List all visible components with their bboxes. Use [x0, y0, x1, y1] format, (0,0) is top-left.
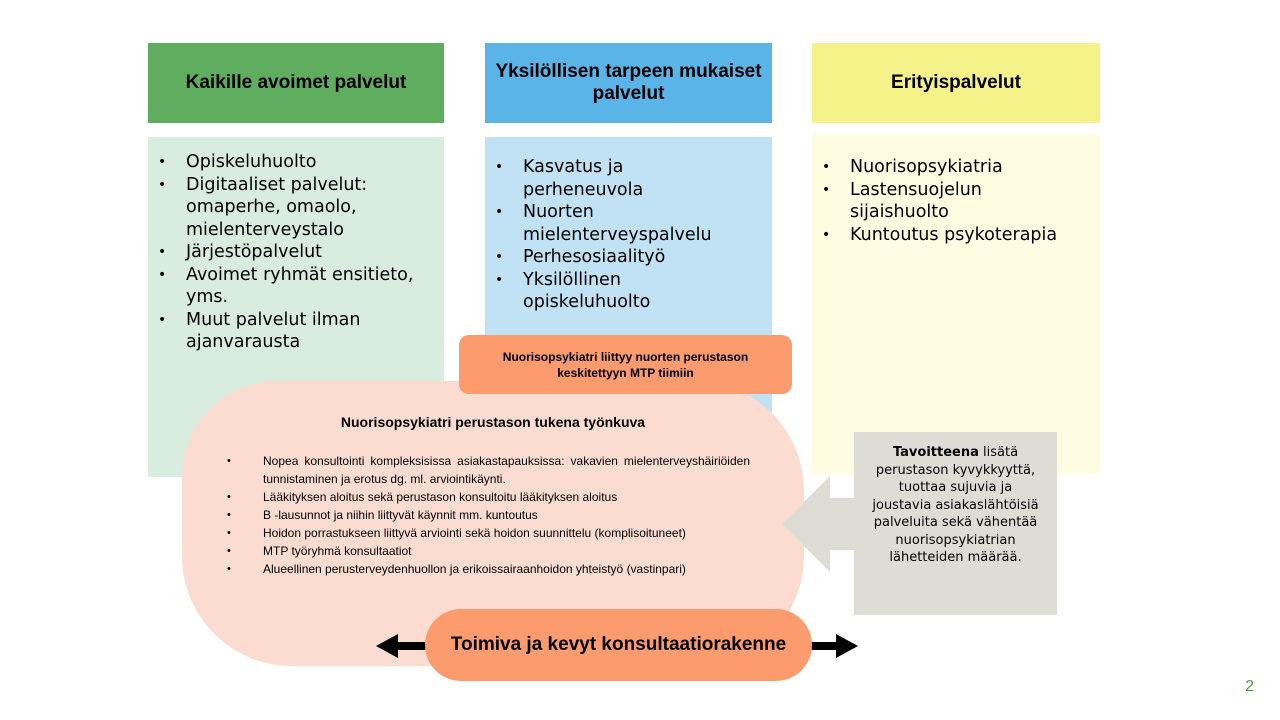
- list-item: • Opiskeluhuolto: [148, 151, 430, 174]
- role-description-title: Nuorisopsykiatri perustason tukena työnkuva: [340, 414, 646, 430]
- header-special-services: [812, 43, 1100, 123]
- consultation-structure-pill: [425, 609, 812, 681]
- list-item: • Alueellinen perusterveydenhuollon ja erikoissairaanhoidon yhteistyö (vastinpari): [220, 560, 750, 578]
- goal-arrow-icon: [782, 476, 862, 572]
- list-item: • Kuntoutus psykoterapia: [812, 224, 1100, 247]
- arrow-left-head: [376, 634, 398, 658]
- column-special-services: [812, 134, 1100, 474]
- list-item: • B -lausunnot ja niihin liittyvät käynnit mm. kuntoutus: [220, 506, 750, 524]
- list-item: • Nuorisopsykiatria: [812, 156, 1100, 179]
- list-item: • Perhesosiaalityö: [485, 246, 772, 269]
- page-number: 2: [1245, 678, 1254, 695]
- consultation-structure-text: Toimiva ja kevyt konsultaatiorakenne: [450, 634, 787, 655]
- list-item: • Nuorten mielenterveyspalvelu: [485, 201, 772, 246]
- individual-services-list: [485, 156, 772, 314]
- header-special-services-label: Erityispalvelut: [891, 72, 1021, 93]
- goal-box: [854, 432, 1057, 615]
- list-item: • Lääkityksen aloitus sekä perustason konsultoitu lääkityksen aloitus: [220, 488, 750, 506]
- list-item: • Kasvatus ja perheneuvola: [485, 156, 772, 201]
- open-services-list: [148, 151, 430, 354]
- goal-bold: Tavoitteena: [892, 445, 979, 460]
- mtp-team-note-text: Nuorisopsykiatri liittyy nuorten perustason keskitettyyn MTP tiimiin: [502, 349, 749, 380]
- list-item: • Hoidon porrastukseen liittyvä arviointi sekä hoidon suunnittelu (komplisoituneet): [220, 524, 750, 542]
- goal-arrow-shape: [782, 476, 862, 572]
- list-item: • Lastensuojelun sijaishuolto: [812, 179, 1100, 224]
- header-open-services-label: Kaikille avoimet palvelut: [185, 72, 407, 93]
- header-individual-services-label: Yksilöllisen tarpeen mukaiset palvelut: [495, 61, 762, 104]
- list-item: • Yksilöllinen opiskeluhuolto: [485, 269, 772, 314]
- header-individual-services: [485, 43, 772, 123]
- list-item: • Muut palvelut ilman ajanvarausta: [148, 309, 430, 354]
- list-item: • MTP työryhmä konsultaatiot: [220, 542, 750, 560]
- arrow-right-head: [836, 634, 858, 658]
- list-item: • Digitaaliset palvelut: omaperhe, omaolo, mielenterveystalo: [148, 174, 430, 242]
- mtp-team-note: [459, 335, 792, 394]
- list-item: • Järjestöpalvelut: [148, 241, 430, 264]
- goal-text: lisätä perustason kyvykkyyttä, tuottaa sujuvia ja joustavia asiakaslähtöisiä palveluita sekä vähentää nuorisopsykiatrian lähetteiden määrää.: [872, 445, 1039, 565]
- header-open-services: [148, 43, 444, 123]
- list-item: • Avoimet ryhmät ensitieto, yms.: [148, 264, 430, 309]
- list-item: • Nopea konsultointi kompleksisissa asiakastapauksissa: vakavien mielenterveyshäiriöiden tunnistaminen ja erotus dg. ml. arviointikäynti.: [220, 452, 750, 488]
- role-description-list: [220, 452, 750, 578]
- special-services-list: [812, 156, 1100, 246]
